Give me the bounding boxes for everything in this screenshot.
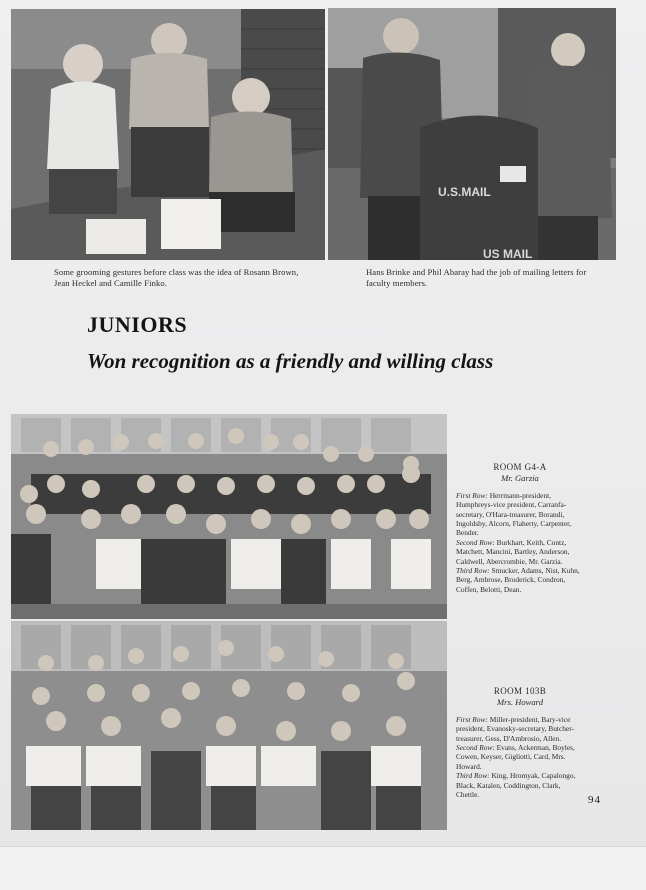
room-teacher: Mrs. Howard	[497, 697, 543, 708]
row-label: Second Row:	[456, 743, 495, 753]
page-number: 94	[588, 794, 601, 806]
room-title: ROOM G4-A	[493, 462, 547, 472]
section-heading: JUNIORS	[87, 312, 188, 337]
row-label: Second Row:	[456, 537, 495, 547]
room-g4a-class-photo	[11, 414, 447, 619]
page-edge	[0, 846, 646, 890]
mailing-photo	[328, 8, 616, 260]
roster-row	[456, 771, 584, 799]
row-names: Evans, Ackerman, Boyles, Cowen, Keyser, Gigliotti, Card, Mrs. Howard.	[456, 743, 575, 771]
room-teacher: Mr. Garzia	[501, 473, 539, 484]
mailing-caption: Hans Brinke and Phil Abaray had the job of mailing letters for faculty members.	[366, 267, 587, 288]
row-names: Herrmann-president, Humphreys-vice president, Carranfa-secretary, O'Hara-treasurer, Borandi, Ingoldsby, Alcorn, Flaherty, Carpenter, Bender.	[456, 490, 572, 538]
mailbox-label-2: US MAIL	[483, 247, 533, 260]
row-names: King, Hromyak, Capalongo, Black, Katalen, Coddington, Clark, Chettle.	[456, 771, 576, 800]
section-subheading: Won recognition as a friendly and willing class	[87, 349, 494, 373]
row-names: Burkhart, Keith, Contz, Matchett, Mancini, Bartley, Anderson, Caldwell, Abercrombie, Mr. Garzia.	[456, 537, 570, 566]
room-103b-roster	[456, 687, 584, 799]
grooming-photo	[11, 9, 325, 260]
room-title: ROOM 103B	[493, 686, 547, 696]
row-label: First Row:	[456, 490, 488, 500]
roster-row	[456, 566, 584, 594]
row-names: Miller-president, Bary-vice president, Evanosky-secretary, Butcher-treasurer, Gess, D'Ambrosio, Allen.	[456, 714, 574, 743]
row-label: Third Row:	[456, 771, 490, 781]
mailbox-label: U.S.MAIL	[438, 185, 491, 199]
row-label: First Row:	[456, 714, 488, 724]
roster-row	[456, 538, 584, 566]
roster-row	[456, 715, 584, 743]
row-label: Third Row:	[456, 566, 490, 576]
roster-row	[456, 743, 584, 771]
roster-row	[456, 491, 584, 538]
room-g4a-roster	[456, 463, 584, 594]
room-103b-class-photo	[11, 621, 447, 830]
row-names: Smucker, Adams, Nist, Kuhn, Berg, Ambrose, Broderick, Condron, Coffen, Belotti, Dean.	[456, 566, 580, 594]
grooming-caption: Some grooming gestures before class was the idea of Rosann Brown, Jean Heckel and Camille Finko.	[54, 267, 299, 288]
